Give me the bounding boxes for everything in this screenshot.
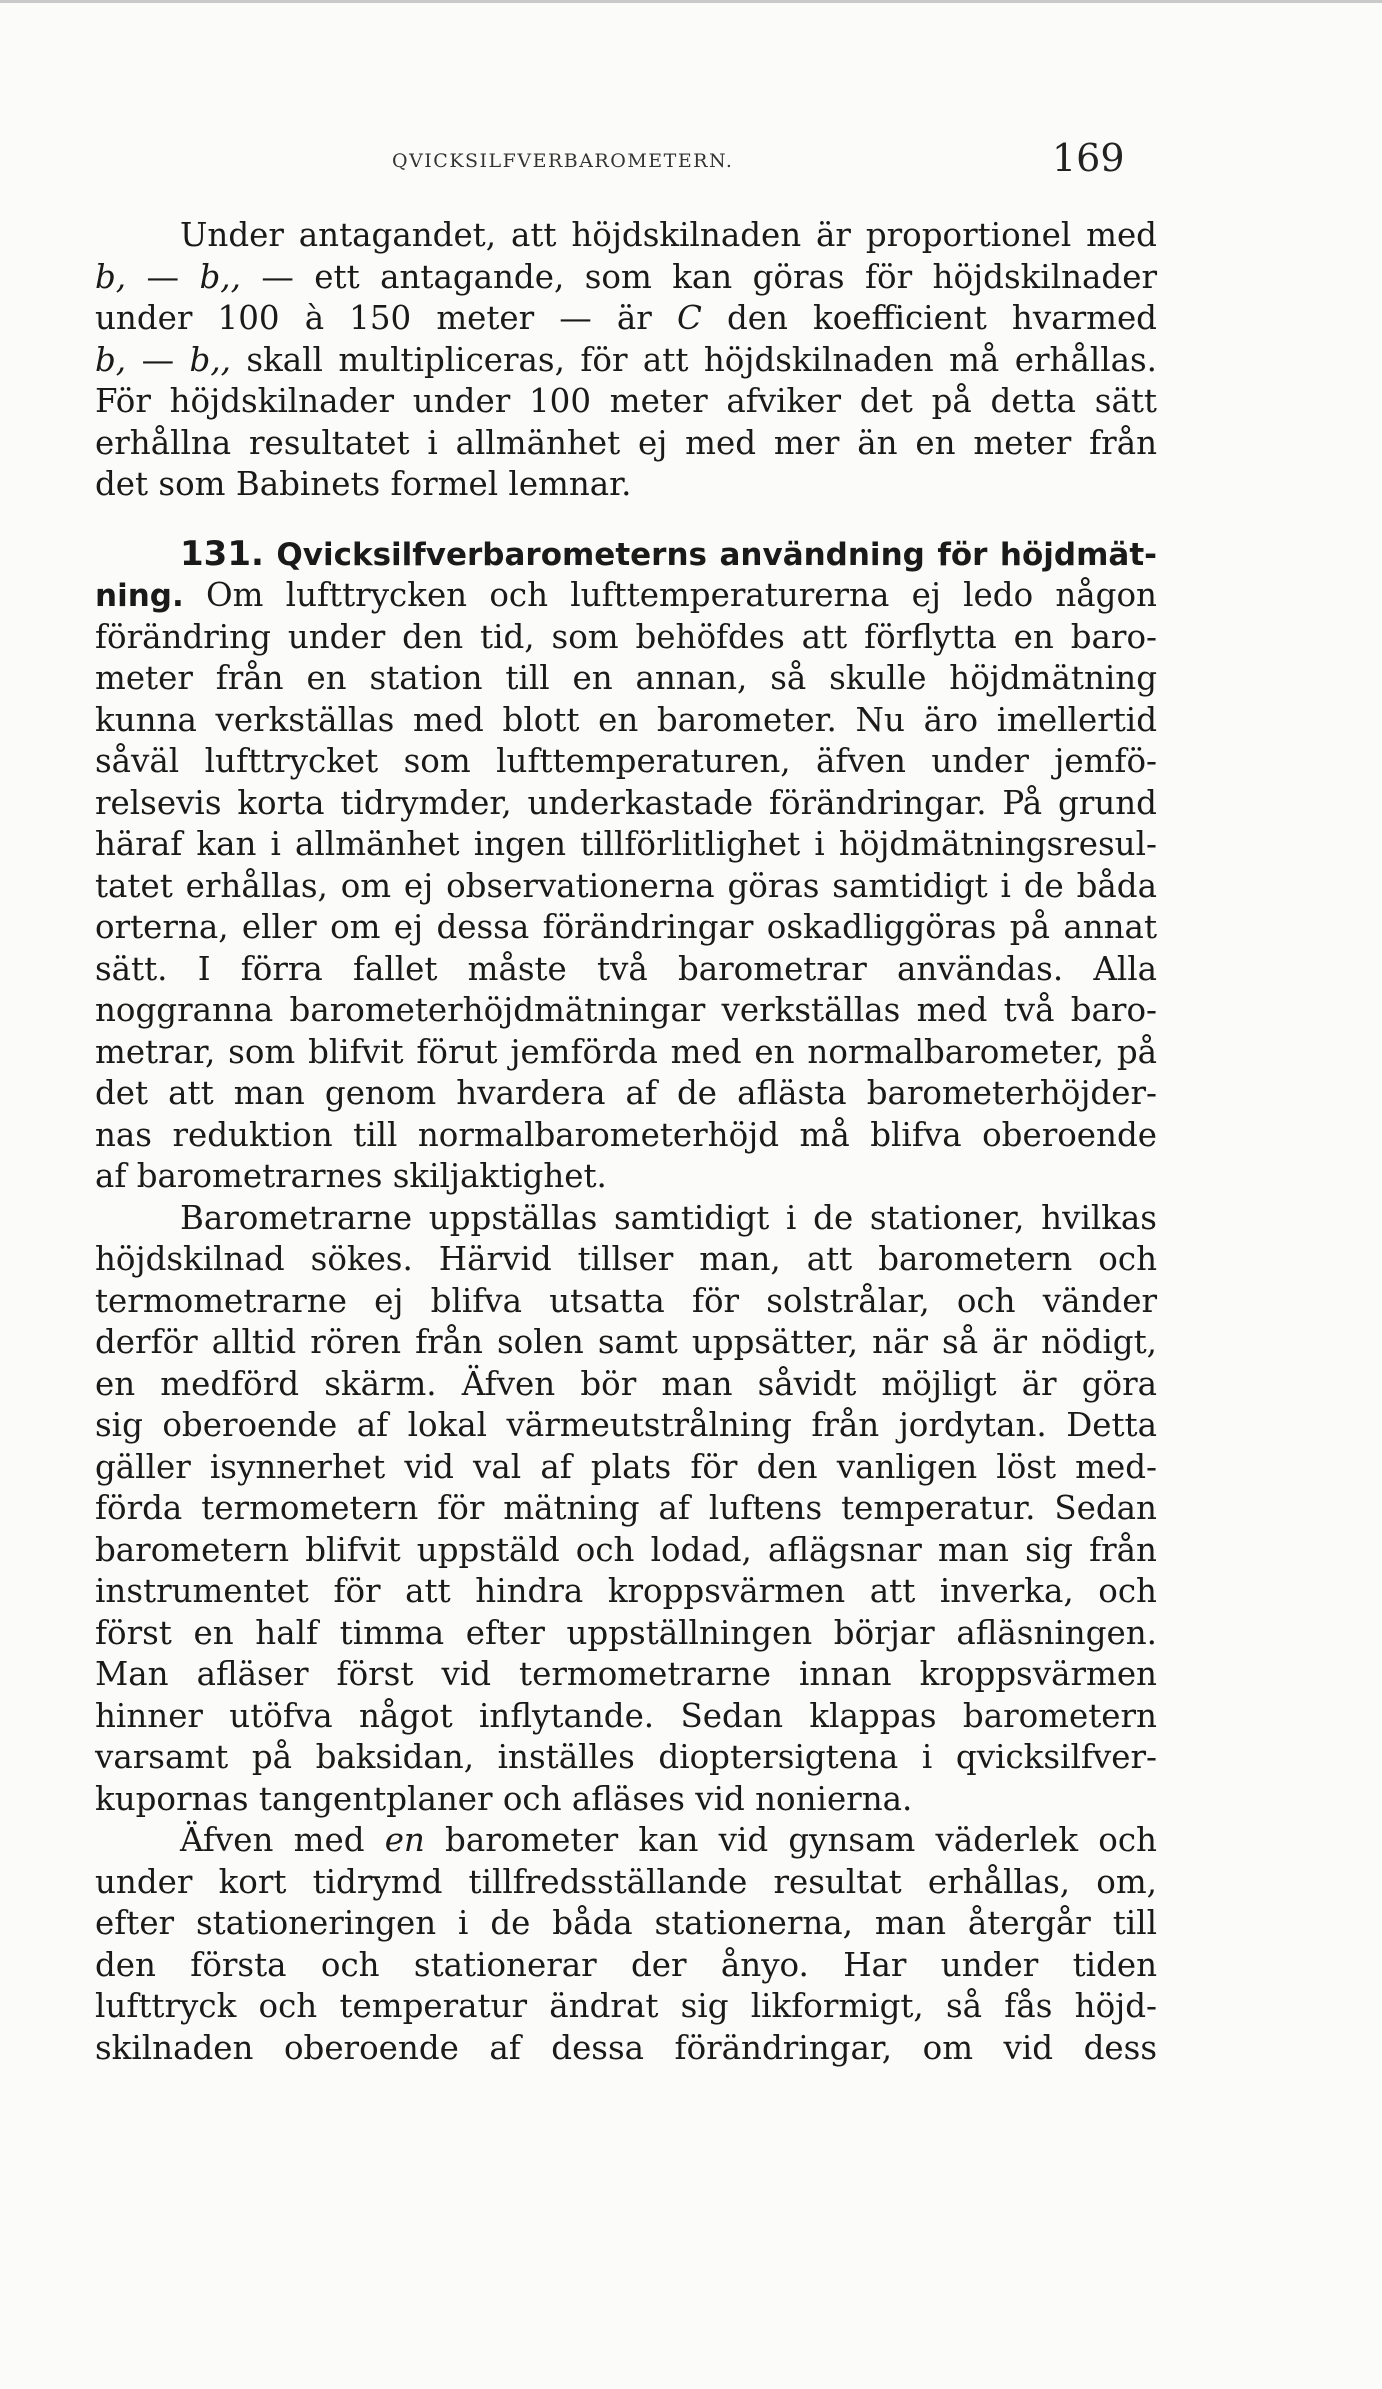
text-run: skall multipliceras, för att höjdskilnaden må erhållas.	[230, 340, 1157, 379]
text-run: barometer kan vid gynsam väderlek och	[424, 1821, 1157, 1859]
text-line	[95, 340, 1157, 382]
text-run: Äfven med	[180, 1821, 385, 1859]
text-line	[95, 1820, 1157, 1862]
text-line: kupornas tangentplaner och afläses vid nonierna.	[95, 1779, 913, 1818]
text-line: det att man genom hvardera af de aflästa barometerhöjder-	[95, 1074, 1157, 1112]
text-line: Under antagandet, att höjdskilnaden är proportionel med	[180, 216, 1157, 254]
text-line: sätt. I förra fallet måste två barometrar användas. Alla	[95, 949, 1157, 988]
symbol-b-prime: b,	[95, 257, 127, 296]
text-line: tatet erhållas, om ej observationerna göras samtidigt i de båda	[95, 866, 1157, 905]
text-line: Barometrarne uppställas samtidigt i de stationer, hvilkas	[180, 1198, 1157, 1237]
text-line	[95, 257, 1157, 299]
emphasis: en	[384, 1821, 425, 1859]
text-line: en medförd skärm. Äfven bör man såvidt möjligt är göra	[95, 1364, 1157, 1403]
text-line: af barometrarnes skiljaktighet.	[95, 1157, 607, 1195]
symbol-b-double-prime: b,,	[189, 340, 231, 379]
paragraph-4	[95, 1820, 1157, 2069]
page-top-edge	[0, 0, 1382, 3]
text-line: barometern blifvit uppstäld och lodad, aflägsnar man sig från	[95, 1530, 1157, 1569]
paragraph-1	[95, 215, 1157, 506]
text-run: — ett antagande, som kan göras för höjdskilnader	[240, 257, 1157, 296]
text-line: instrumentet för att hindra kroppsvärmen att inverka, och	[95, 1572, 1157, 1610]
section-heading-line	[95, 534, 1157, 576]
text-line: höjdskilnad sökes. Härvid tillser man, att barometern och	[95, 1240, 1157, 1278]
symbol-b-double-prime: b,,	[199, 257, 241, 296]
section-131	[95, 534, 1157, 1198]
text-line: För höjdskilnader under 100 meter afviker det på detta sätt	[95, 382, 1157, 420]
text-line: den första och stationerar der ånyo. Har under tiden	[95, 1945, 1157, 1984]
text-line: meter från en station till en annan, så skulle höjdmätning	[95, 659, 1157, 697]
text-run: Om lufttrycken och lufttemperaturerna ej ledo någon	[205, 576, 1157, 614]
text-line: noggranna barometerhöjdmätningar verkställas med två baro-	[95, 991, 1157, 1029]
text-line: lufttryck och temperatur ändrat sig likformigt, så fås höjd-	[95, 1987, 1157, 2025]
text-line: såväl lufttrycket som lufttemperaturen, äfven under jemfö-	[95, 742, 1157, 780]
text-line: förändring under den tid, som behöfdes att förflytta en baro-	[95, 617, 1157, 656]
text-line: häraf kan i allmänhet ingen tillförlitlighet i höjdmätningsresul-	[95, 825, 1157, 863]
text-line: hinner utöfva något inflytande. Sedan klappas barometern	[95, 1696, 1157, 1735]
text-run: under 100 à 150 meter — är	[95, 299, 677, 337]
dash: —	[126, 257, 200, 296]
text-line	[95, 575, 1157, 617]
dash: —	[126, 340, 190, 379]
text-line: derför alltid rören från solen samt uppsätter, när så är nödigt,	[95, 1323, 1157, 1361]
text-line: efter stationeringen i de båda stationerna, man återgår till	[95, 1904, 1157, 1942]
text-line: skilnaden oberoende af dessa förändringar, om vid dess	[95, 2028, 1157, 2067]
page-number: 169	[1052, 136, 1125, 180]
text-run: den koefficient hvarmed	[701, 299, 1157, 337]
text-line: förda termometern för mätning af luftens temperatur. Sedan	[95, 1489, 1157, 1527]
text-line: sig oberoende af lokal värmeutstrålning från jordytan. Detta	[95, 1406, 1157, 1444]
section-number: 131.	[180, 533, 264, 574]
text-line	[95, 298, 1157, 340]
body-text	[95, 215, 1157, 2069]
text-line: gäller isynnerhet vid val af plats för den vanligen löst med-	[95, 1447, 1157, 1486]
text-line: det som Babinets formel lemnar.	[95, 465, 632, 503]
text-line: termometrarne ej blifva utsatta för solstrålar, och vänder	[95, 1281, 1157, 1320]
text-line: kunna verkställas med blott en barometer. Nu äro imellertid	[95, 700, 1157, 739]
symbol-c: C	[676, 299, 702, 337]
paragraph-3	[95, 1198, 1157, 1821]
text-line: först en half timma efter uppställningen börjar afläsningen.	[95, 1613, 1157, 1652]
text-line: orterna, eller om ej dessa förändringar oskadliggöras på annat	[95, 908, 1157, 946]
text-line: erhållna resultatet i allmänhet ej med mer än en meter från	[95, 423, 1157, 462]
text-line: Man afläser först vid termometrarne innan kroppsvärmen	[95, 1655, 1157, 1693]
text-line: under kort tidrymd tillfredsställande resultat erhållas, om,	[95, 1862, 1157, 1901]
section-title: Qvicksilfverbarometerns användning för höjdmät-	[276, 536, 1157, 573]
text-line: varsamt på baksidan, inställes dioptersigtena i qvicksilfver-	[95, 1738, 1157, 1776]
section-title-continuation: ning.	[95, 578, 184, 614]
running-title: QVICKSILFVERBAROMETERN.	[392, 150, 734, 172]
text-line: metrar, som blifvit förut jemförda med en normalbarometer, på	[95, 1032, 1157, 1071]
symbol-b-prime: b,	[95, 340, 127, 379]
section-spacer	[95, 506, 1157, 534]
text-line: relsevis korta tidrymder, underkastade förändringar. På grund	[95, 783, 1157, 822]
text-line: nas reduktion till normalbarometerhöjd må blifva oberoende	[95, 1115, 1157, 1154]
